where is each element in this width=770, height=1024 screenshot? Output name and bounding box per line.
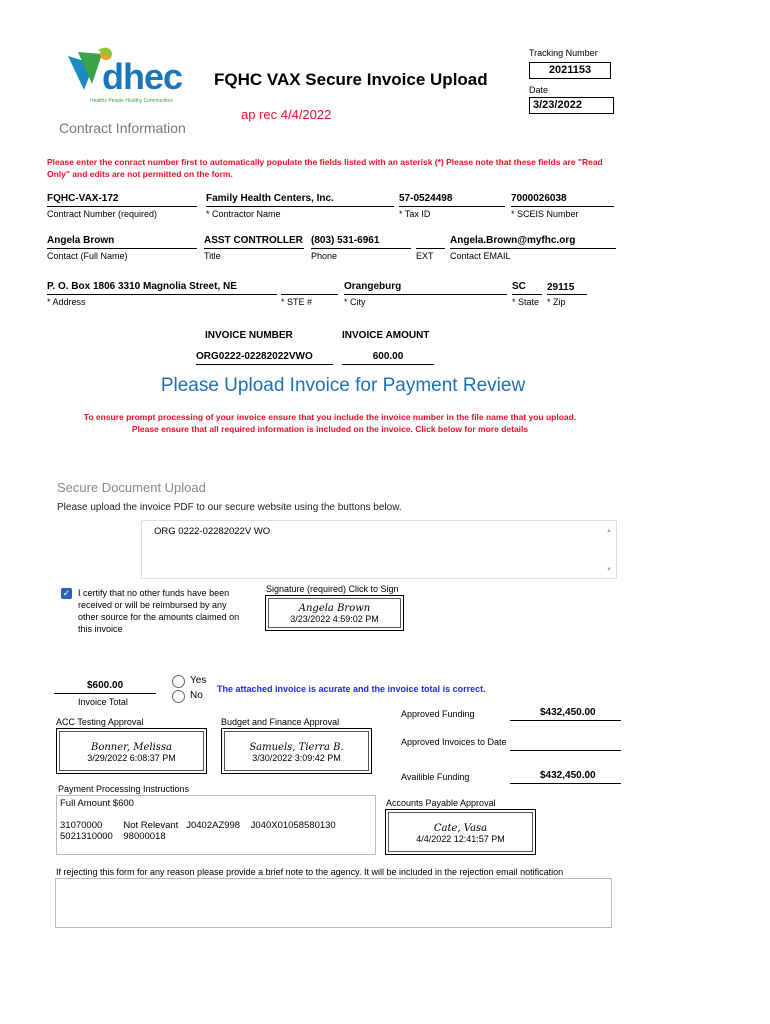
upload-file-value: ORG 0222-02282022V WO bbox=[154, 526, 271, 537]
sceis-number-label: * SCEIS Number bbox=[511, 209, 579, 219]
tax-id-label: * Tax ID bbox=[399, 209, 431, 219]
invoice-total-value[interactable]: $600.00 bbox=[87, 680, 124, 691]
budget-approval-label: Budget and Finance Approval bbox=[221, 717, 340, 727]
invoice-number-label: INVOICE NUMBER bbox=[205, 330, 293, 341]
certify-text-line1: I certify that no other funds have been bbox=[78, 588, 230, 598]
tax-id-line bbox=[399, 206, 505, 207]
contractor-name-value: Family Health Centers, Inc. bbox=[206, 193, 334, 204]
upload-instructions-1: To ensure prompt processing of your invoice ensure that you include the invoice number in the file name that you upload. bbox=[83, 412, 577, 422]
payment-line1: Full Amount $600 bbox=[60, 798, 134, 809]
approved-invoices-label: Approved Invoices to Date bbox=[401, 737, 507, 747]
address-value: P. O. Box 1806 3310 Magnolia Street, NE bbox=[47, 281, 237, 292]
certify-text-line4: this invoice bbox=[78, 624, 123, 634]
handwritten-note: ap rec 4/4/2022 bbox=[241, 107, 332, 122]
form-title: FQHC VAX Secure Invoice Upload bbox=[214, 70, 488, 89]
ap-approval-date: 4/4/2022 12:41:57 PM bbox=[416, 834, 505, 844]
available-funding-line bbox=[510, 783, 621, 784]
sceis-number-value: 7000026038 bbox=[511, 193, 567, 204]
date-label: Date bbox=[529, 85, 549, 95]
logo-wordmark: dhec bbox=[102, 56, 183, 97]
signature-label: Signature (required) Click to Sign bbox=[266, 584, 399, 594]
contract-number-label: Contract Number (required) bbox=[47, 209, 158, 219]
zip-label: * Zip bbox=[547, 297, 566, 307]
budget-approval-name: Samuels, Tierra B. bbox=[249, 742, 344, 753]
budget-approval-date: 3/30/2022 3:09:42 PM bbox=[252, 753, 341, 763]
upload-heading: Please Upload Invoice for Payment Review bbox=[160, 375, 526, 396]
secure-upload-desc: Please upload the invoice PDF to our secure website using the buttons below. bbox=[57, 502, 402, 513]
tracking-number-label: Tracking Number bbox=[529, 48, 598, 58]
ap-approval-name: Cate, Vasa bbox=[433, 823, 488, 834]
contractor-name-line bbox=[206, 206, 394, 207]
date-field[interactable] bbox=[529, 97, 614, 114]
payment-line2: 31070000 Not Relevant J0402AZ998 J040X01058580130 bbox=[60, 820, 336, 831]
invoice-amount-label: INVOICE AMOUNT bbox=[342, 330, 430, 341]
approved-funding-label: Approved Funding bbox=[401, 709, 475, 719]
scroll-up-icon[interactable]: ▲ bbox=[606, 528, 612, 534]
contact-name-value[interactable]: Angela Brown bbox=[47, 235, 115, 246]
sceis-number-line bbox=[511, 206, 614, 207]
state-line bbox=[512, 294, 542, 295]
contact-name-label: Contact (Full Name) bbox=[47, 251, 128, 261]
approved-funding-line bbox=[510, 720, 621, 721]
dhec-logo bbox=[62, 44, 198, 106]
invoice-amount-line bbox=[342, 364, 434, 365]
acc-approval-name: Bonner, Melissa bbox=[91, 742, 172, 753]
payment-line3: 5021310000 98000018 bbox=[60, 831, 166, 842]
phone-line bbox=[311, 248, 411, 249]
contractor-name-label: * Contractor Name bbox=[206, 209, 281, 219]
upload-file-field[interactable] bbox=[141, 520, 617, 579]
phone-label: Phone bbox=[311, 251, 338, 261]
approved-invoices-line bbox=[510, 750, 621, 751]
email-line bbox=[450, 248, 616, 249]
certify-text-line2: received or will be reimbursed by any bbox=[78, 600, 227, 610]
signature-box[interactable] bbox=[265, 595, 404, 631]
rejection-note-field[interactable] bbox=[55, 878, 612, 928]
upload-instructions-2: Please ensure that all required information is included on the invoice. Click below for more details bbox=[131, 424, 529, 434]
ste-label: * STE # bbox=[281, 297, 313, 307]
ext-line bbox=[416, 248, 445, 249]
payment-processing-field[interactable] bbox=[56, 795, 376, 855]
budget-approval-box[interactable] bbox=[221, 728, 372, 774]
certify-text bbox=[78, 587, 239, 635]
address-label: * Address bbox=[47, 297, 86, 307]
title-value[interactable]: ASST CONTROLLER bbox=[204, 235, 303, 246]
ap-approval-box[interactable] bbox=[385, 809, 536, 855]
ext-label: EXT bbox=[416, 251, 434, 261]
payment-processing-label: Payment Processing Instructions bbox=[58, 784, 190, 794]
contract-notice: Please enter the conract number first to automatically populate the fields listed with an asterisk (*) Please note that these fields are "Read Only" and edits are not permitted on the form. bbox=[47, 157, 603, 179]
tracking-number-value: 2021153 bbox=[548, 64, 592, 76]
title-line bbox=[204, 248, 304, 249]
no-label: No bbox=[190, 690, 203, 701]
rejection-label: If rejecting this form for any reason please provide a brief note to the agency. It will be included in the rejection email notification bbox=[56, 867, 564, 877]
contact-name-line bbox=[47, 248, 197, 249]
signature-name: Angela Brown bbox=[298, 603, 371, 614]
acc-approval-label: ACC Testing Approval bbox=[56, 717, 144, 727]
date-value: 3/23/2022 bbox=[533, 99, 582, 111]
ste-line bbox=[281, 294, 338, 295]
signature-date: 3/23/2022 4:59:02 PM bbox=[290, 614, 379, 624]
available-funding-value: $432,450.00 bbox=[540, 770, 596, 781]
invoice-number-line bbox=[196, 364, 333, 365]
invoice-total-label: Invoice Total bbox=[78, 697, 128, 707]
contract-number-line bbox=[47, 206, 197, 207]
title-label: Title bbox=[204, 251, 221, 261]
tax-id-value: 57-0524498 bbox=[399, 193, 453, 204]
scroll-down-icon[interactable]: ▼ bbox=[606, 567, 612, 573]
secure-upload-title: Secure Document Upload bbox=[57, 480, 206, 495]
no-radio[interactable] bbox=[172, 690, 185, 703]
city-value: Orangeburg bbox=[344, 281, 402, 292]
certify-checkbox[interactable]: ✓ bbox=[62, 588, 71, 598]
zip-value: 29115 bbox=[547, 282, 575, 293]
contract-info-title: Contract Information bbox=[59, 120, 186, 136]
yes-radio[interactable] bbox=[172, 675, 185, 688]
acc-approval-date: 3/29/2022 6:08:37 PM bbox=[87, 753, 176, 763]
logo-tagline: Healthy People Healthy Communities bbox=[90, 98, 173, 104]
contract-number-value[interactable]: FQHC-VAX-172 bbox=[47, 193, 119, 204]
email-value[interactable]: Angela.Brown@myfhc.org bbox=[450, 235, 576, 246]
available-funding-label: Availible Funding bbox=[401, 772, 470, 782]
city-label: * City bbox=[344, 297, 366, 307]
zip-line bbox=[547, 294, 587, 295]
ap-approval-label: Accounts Payable Approval bbox=[386, 798, 496, 808]
tracking-number-field[interactable] bbox=[529, 62, 611, 79]
acc-approval-box[interactable] bbox=[56, 728, 207, 774]
invoice-amount-value[interactable]: 600.00 bbox=[372, 351, 404, 362]
address-line bbox=[47, 294, 277, 295]
state-label: * State bbox=[512, 297, 540, 307]
invoice-total-line bbox=[54, 693, 156, 694]
city-line bbox=[344, 294, 507, 295]
phone-value[interactable]: (803) 531-6961 bbox=[311, 235, 380, 246]
state-value: SC bbox=[512, 281, 526, 292]
certify-text-line3: other source for the amounts claimed on bbox=[78, 612, 240, 622]
yes-label: Yes bbox=[190, 675, 207, 686]
accurate-statement: The attached invoice is acurate and the invoice total is correct. bbox=[217, 684, 486, 694]
email-label: Contact EMAIL bbox=[450, 251, 511, 261]
approved-funding-value: $432,450.00 bbox=[540, 707, 596, 718]
invoice-number-value[interactable]: ORG0222-02282022VWO bbox=[196, 351, 313, 362]
